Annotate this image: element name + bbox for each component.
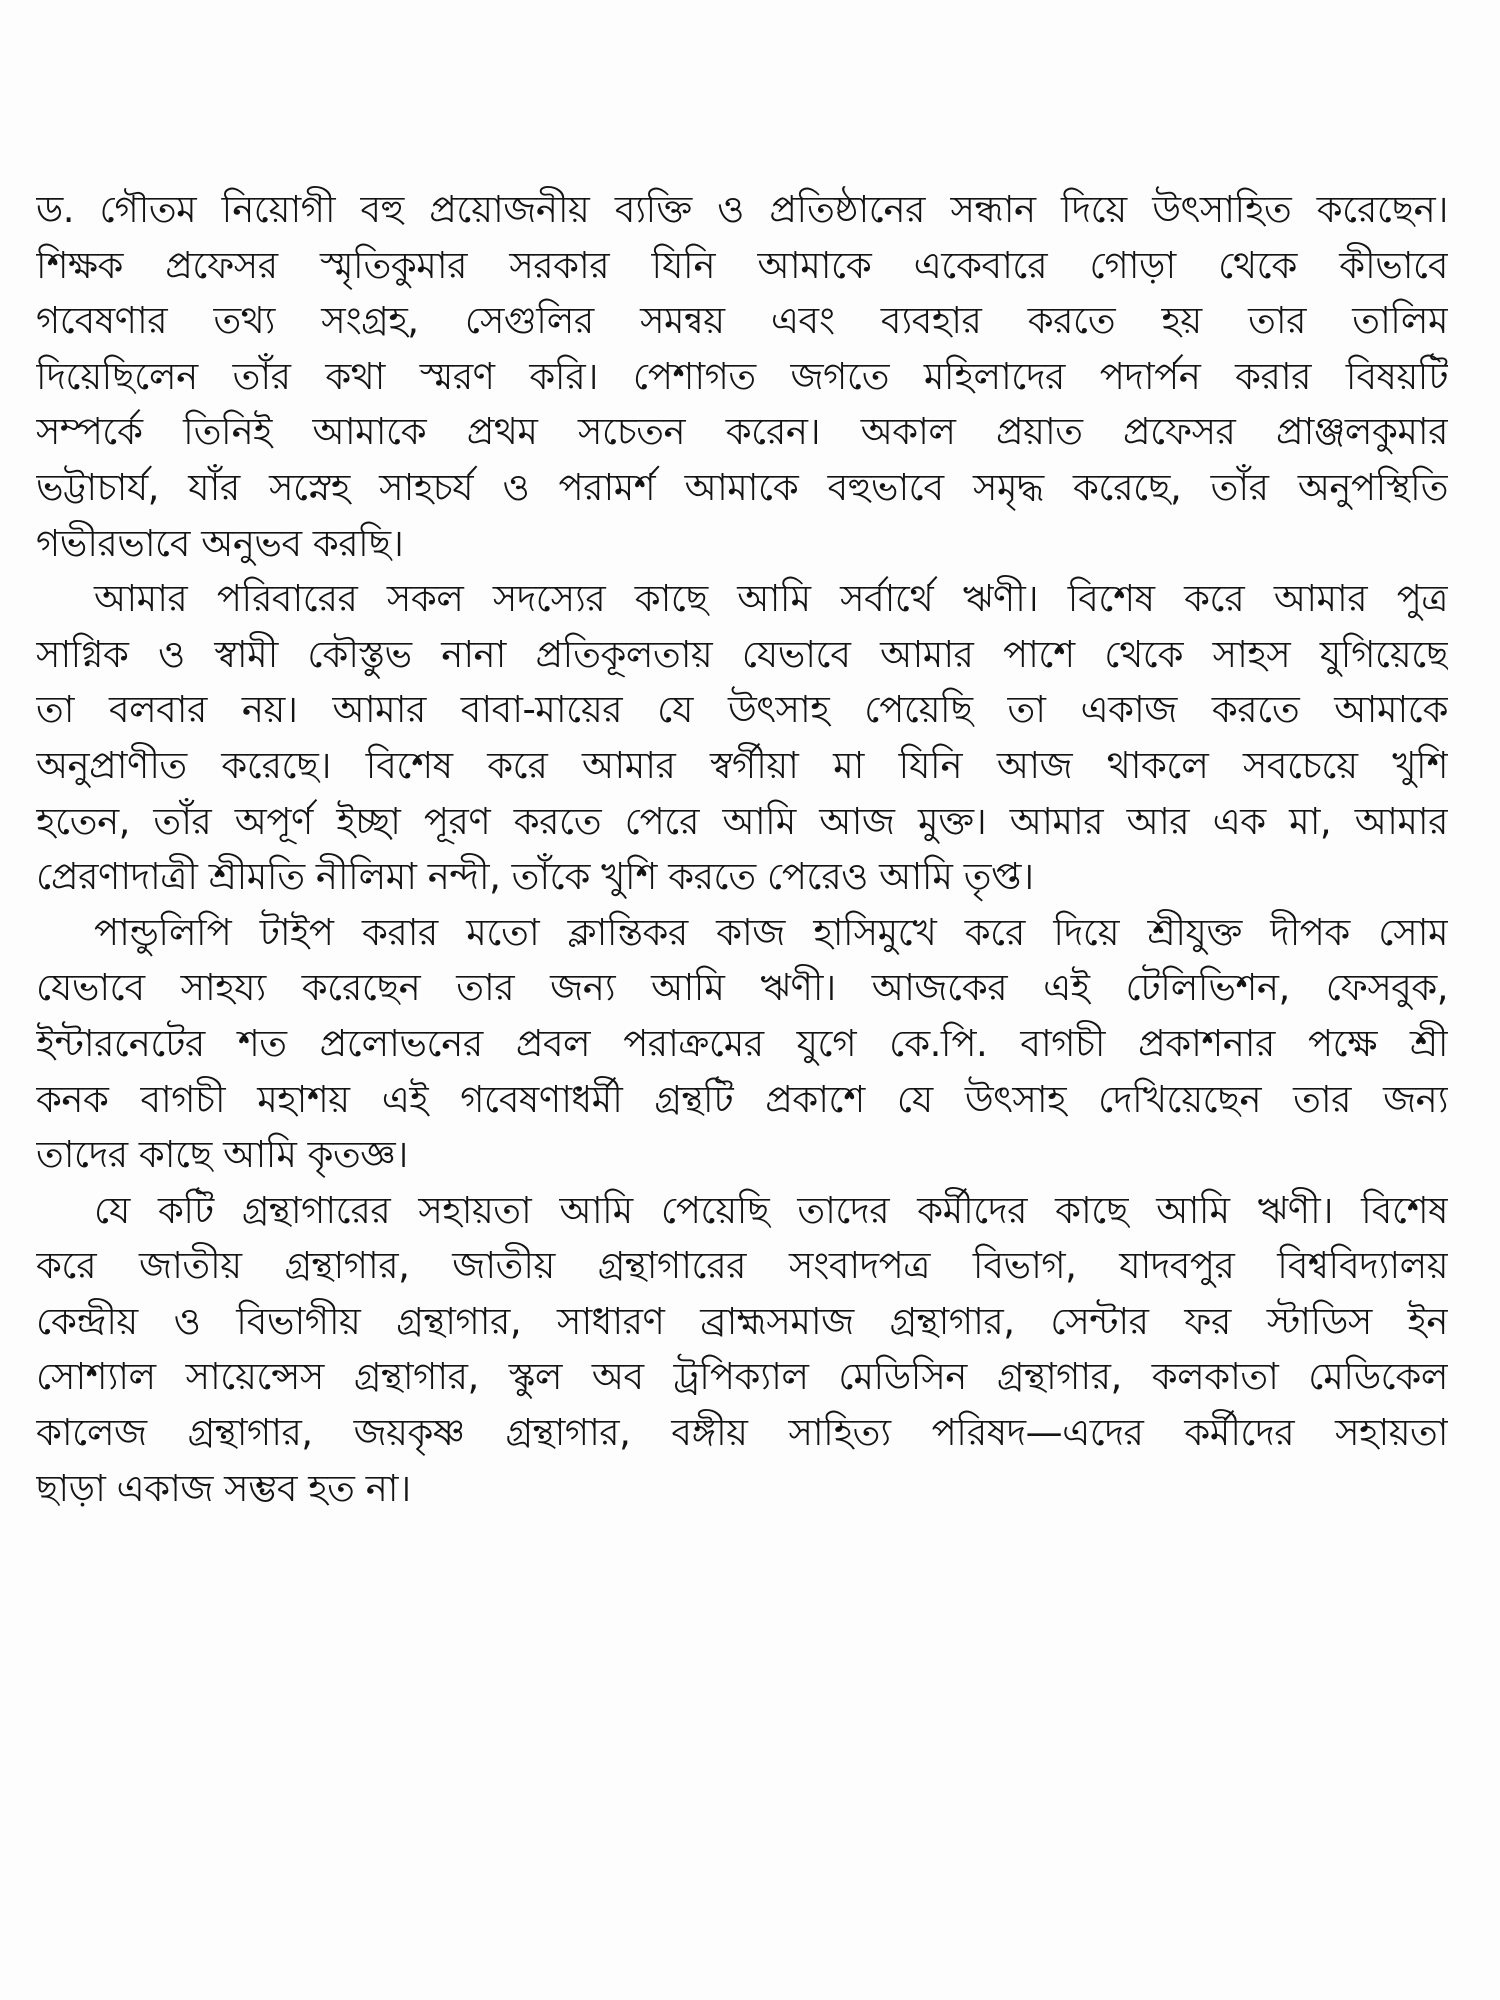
text-line: করে জাতীয় গ্রন্থাগার, জাতীয় গ্রন্থাগারের সংবাদপত্র বিভাগ, যাদবপুর বিশ্ববিদ্যালয় bbox=[36, 1244, 1448, 1288]
text-line: পান্ডুলিপি টাইপ করার মতো ক্লান্তিকর কাজ হাসিমুখে করে দিয়ে শ্রীযুক্ত দীপক সোম bbox=[94, 910, 1448, 954]
text-line: ড. গৌতম নিয়োগী বহু প্রয়োজনীয় ব্যক্তি ও প্রতিষ্ঠানের সন্ধান দিয়ে উৎসাহিত করেছেন। bbox=[36, 188, 1448, 231]
text-line: গভীরভাবে অনুভব করছি। bbox=[36, 521, 404, 565]
text-line: সোশ্যাল সায়েন্সেস গ্রন্থাগার, স্কুল অব ট্রপিক্যাল মেডিসিন গ্রন্থাগার, কলকাতা মেডিকেল bbox=[36, 1355, 1448, 1399]
text-line: অনুপ্রাণীত করেছে। বিশেষ করে আমার স্বর্গীয়া মা যিনি আজ থাকলে সবচেয়ে খুশি bbox=[36, 743, 1448, 787]
text-line: হতেন, তাঁর অপূর্ণ ইচ্ছা পূরণ করতে পেরে আমি আজ মুক্ত। আমার আর এক মা, আমার bbox=[36, 799, 1448, 843]
text-line: সাগ্নিক ও স্বামী কৌস্তুভ নানা প্রতিকূলতায় যেভাবে আমার পাশে থেকে সাহস যুগিয়েছে bbox=[36, 632, 1448, 676]
text-line: তাদের কাছে আমি কৃতজ্ঞ। bbox=[36, 1133, 408, 1177]
text-line: গবেষণার তথ্য সংগ্রহ, সেগুলির সমন্বয় এবং ব্যবহার করতে হয় তার তালিম bbox=[36, 299, 1448, 343]
text-line: দিয়েছিলেন তাঁর কথা স্মরণ করি। পেশাগত জগতে মহিলাদের পদার্পন করার বিষয়টি bbox=[36, 354, 1448, 398]
text-line: তা বলবার নয়। আমার বাবা-মায়ের যে উৎসাহ পেয়েছি তা একাজ করতে আমাকে bbox=[36, 688, 1448, 732]
text-line: যেভাবে সাহয্য করেছেন তার জন্য আমি ঋণী। আজকের এই টেলিভিশন, ফেসবুক, bbox=[36, 966, 1448, 1010]
text-line: ছাড়া একাজ সম্ভব হত না। bbox=[36, 1466, 411, 1510]
body-text bbox=[36, 182, 1448, 1516]
text-line: কনক বাগচী মহাশয় এই গবেষণাধর্মী গ্রন্থটি প্রকাশে যে উৎসাহ দেখিয়েছেন তার জন্য bbox=[36, 1077, 1448, 1121]
text-line: কেন্দ্রীয় ও বিভাগীয় গ্রন্থাগার, সাধারণ ব্রাহ্মসমাজ গ্রন্থাগার, সেন্টার ফর স্টাডিস ইন bbox=[36, 1299, 1448, 1343]
text-line: যে কটি গ্রন্থাগারের সহায়তা আমি পেয়েছি তাদের কর্মীদের কাছে আমি ঋণী। বিশেষ bbox=[94, 1188, 1448, 1232]
text-line: আমার পরিবারের সকল সদস্যের কাছে আমি সর্বার্থে ঋণী। বিশেষ করে আমার পুত্র bbox=[94, 577, 1448, 621]
text-line: ইন্টারনেটের শত প্রলোভনের প্রবল পরাক্রমের যুগে কে.পি. বাগচী প্রকাশনার পক্ষে শ্রী bbox=[36, 1021, 1448, 1065]
text-line: কালেজ গ্রন্থাগার, জয়কৃষ্ণ গ্রন্থাগার, বঙ্গীয় সাহিত্য পরিষদ—এদের কর্মীদের সহায়তা bbox=[36, 1411, 1448, 1455]
paragraph-2 bbox=[36, 571, 1448, 905]
text-line: সম্পর্কে তিনিই আমাকে প্রথম সচেতন করেন। অকাল প্রয়াত প্রফেসর প্রাঞ্জলকুমার bbox=[36, 410, 1448, 454]
paragraph-1 bbox=[36, 182, 1448, 571]
paragraph-4 bbox=[36, 1183, 1448, 1517]
text-line: প্রেরণাদাত্রী শ্রীমতি নীলিমা নন্দী, তাঁকে খুশি করতে পেরেও আমি তৃপ্ত। bbox=[36, 855, 1034, 899]
text-line: ভট্টাচার্য, যাঁর সস্নেহ সাহচর্য ও পরামর্শ আমাকে বহুভাবে সমৃদ্ধ করেছে, তাঁর অনুপস্থিতি bbox=[36, 465, 1448, 509]
paragraph-3 bbox=[36, 905, 1448, 1183]
text-line: শিক্ষক প্রফেসর স্মৃতিকুমার সরকার যিনি আমাকে একেবারে গোড়া থেকে কীভাবে bbox=[36, 243, 1448, 287]
